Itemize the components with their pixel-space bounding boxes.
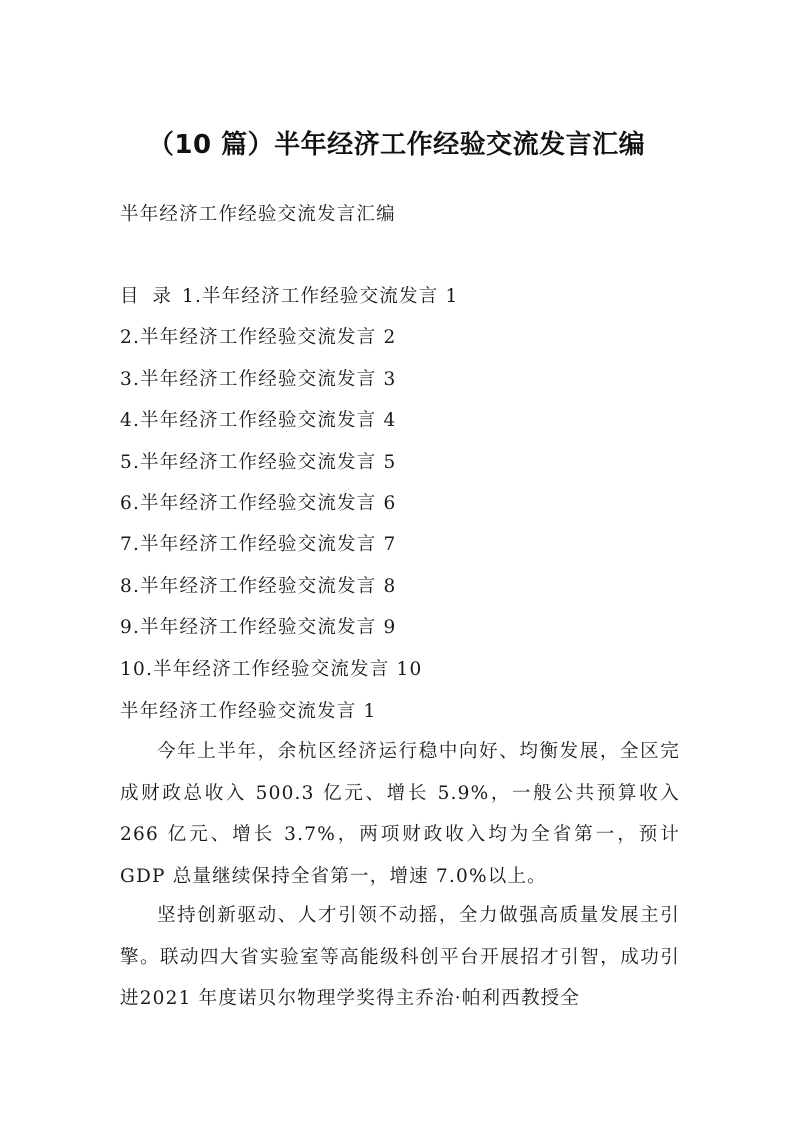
document-title: （10 篇）半年经济工作经验交流发言汇编: [147, 130, 646, 160]
body-paragraph: 今年上半年，余杭区经济运行稳中向好、均衡发展，全区完成财政总收入 500.3 亿元、增长 5.9%，一般公共预算收入 266 亿元、增长 3.7%，两项财政收入均为全省第一，预计 GDP 总量继续保持全省第一，增速 7.0%以上。: [120, 741, 680, 887]
toc-item: [120, 283, 459, 324]
toc-item-label: 1.半年经济工作经验交流发言 1: [181, 286, 459, 307]
toc-item-label: 8.半年经济工作经验交流发言 8: [120, 575, 397, 597]
toc-item-label: 10.半年经济工作经验交流发言 10: [120, 658, 423, 680]
toc-item: [120, 366, 459, 407]
document-subtitle: 半年经济工作经验交流发言汇编: [120, 204, 396, 225]
toc-item-label: 2.半年经济工作经验交流发言 2: [120, 327, 397, 349]
toc-item-label: 6.半年经济工作经验交流发言 6: [120, 492, 397, 514]
toc-item: [120, 407, 459, 448]
table-of-contents: [120, 283, 459, 697]
toc-item-label: 7.半年经济工作经验交流发言 7: [120, 534, 397, 556]
toc-prefix: 目 录: [120, 286, 175, 307]
toc-item-label: 9.半年经济工作经验交流发言 9: [120, 617, 397, 639]
toc-item: [120, 614, 459, 655]
section-heading: 半年经济工作经验交流发言 1: [120, 701, 377, 722]
toc-item-label: 3.半年经济工作经验交流发言 3: [120, 368, 397, 390]
toc-item: [120, 324, 459, 365]
toc-item: [120, 573, 459, 614]
toc-item: [120, 656, 459, 697]
toc-item: [120, 449, 459, 490]
body-paragraph: 坚持创新驱动、人才引领不动摇，全力做强高质量发展主引擎。联动四大省实验室等高能级科创平台开展招才引智，成功引进2021 年度诺贝尔物理学奖得主乔治·帕利西教授全: [120, 905, 680, 1009]
toc-item-label: 4.半年经济工作经验交流发言 4: [120, 410, 397, 432]
toc-item-label: 5.半年经济工作经验交流发言 5: [120, 451, 397, 473]
toc-item: [120, 490, 459, 531]
toc-item: [120, 531, 459, 572]
